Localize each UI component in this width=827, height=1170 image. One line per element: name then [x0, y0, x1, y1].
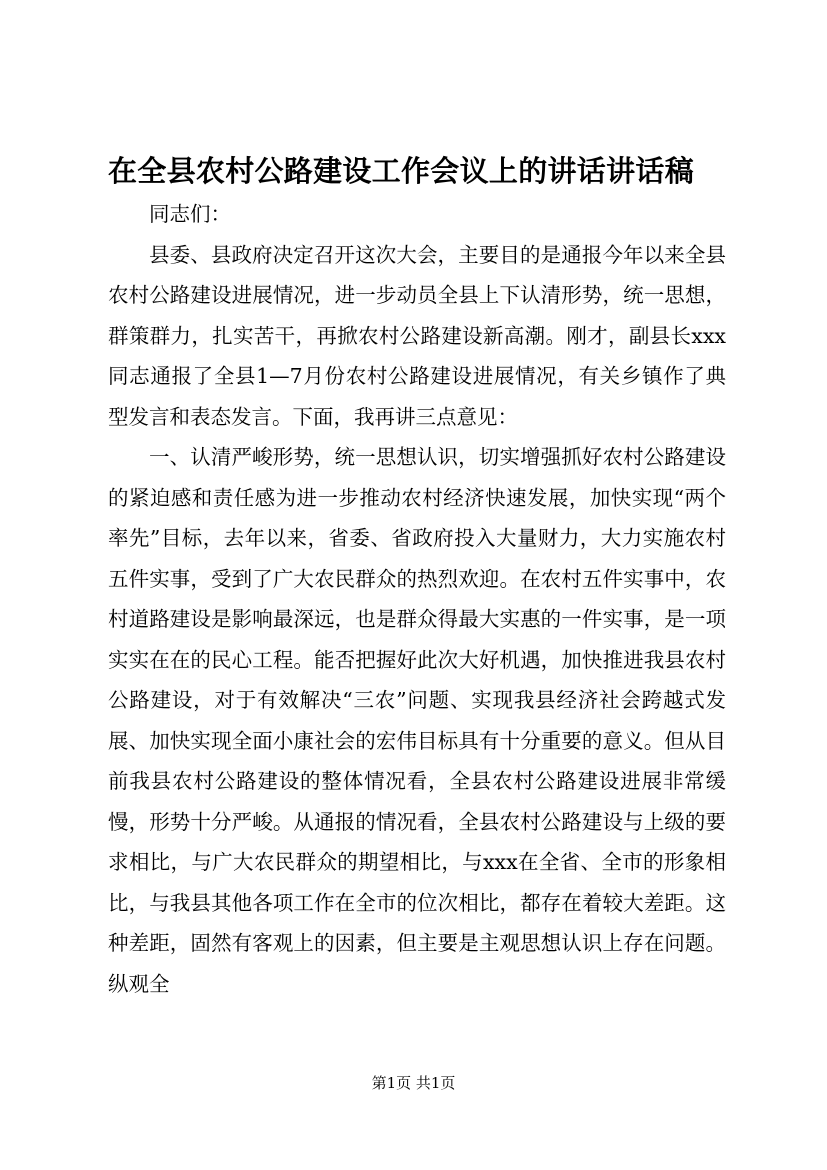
section-one-paragraph: 一、认清严峻形势，统一思想认识，切实增强抓好农村公路建设的紧迫感和责任感为进一步推动农村经济快速发展，加快实现“两个率先”目标，去年以来，省委、省政府投入大量财力，大力实施农村五件实事，受到了广大农民群众的热烈欢迎。在农村五件实事中，农村道路建设是影响最深远，也是群众得最大实惠的一件实事，是一项实实在在的民心工程。能否把握好此次大好机遇，加快推进我县农村公路建设，对于有效解决“三农”问题、实现我县经济社会跨越式发展、加快实现全面小康社会的宏伟目标具有十分重要的意义。但从目前我县农村公路建设的整体情况看，全县农村公路建设进展非常缓慢，形势十分严峻。从通报的情况看，全县农村公路建设与上级的要求相比，与广大农民群众的期望相比，与xxx在全省、全市的形象相比，与我县其他各项工作在全市的位次相比，都存在着较大差距。这种差距，固然有客观上的因素，但主要是主观思想认识上存在问题。纵观全 [108, 445, 726, 996]
page-footer: 第1页 共1页 [371, 1074, 456, 1092]
document-body [108, 194, 726, 1004]
salutation-paragraph: 同志们： [149, 202, 231, 226]
document-title: 在全县农村公路建设工作会议上的讲话讲话稿 [108, 154, 695, 188]
intro-paragraph: 县委、县政府决定召开这次大会，主要目的是通报今年以来全县农村公路建设进展情况，进一步动员全县上下认清形势，统一思想，群策群力，扎实苦干，再掀农村公路建设新高潮。刚才，副县长xxx同志通报了全县1—7月份农村公路建设进展情况，有关乡镇作了典型发言和表态发言。下面，我再讲三点意见： [108, 242, 726, 429]
